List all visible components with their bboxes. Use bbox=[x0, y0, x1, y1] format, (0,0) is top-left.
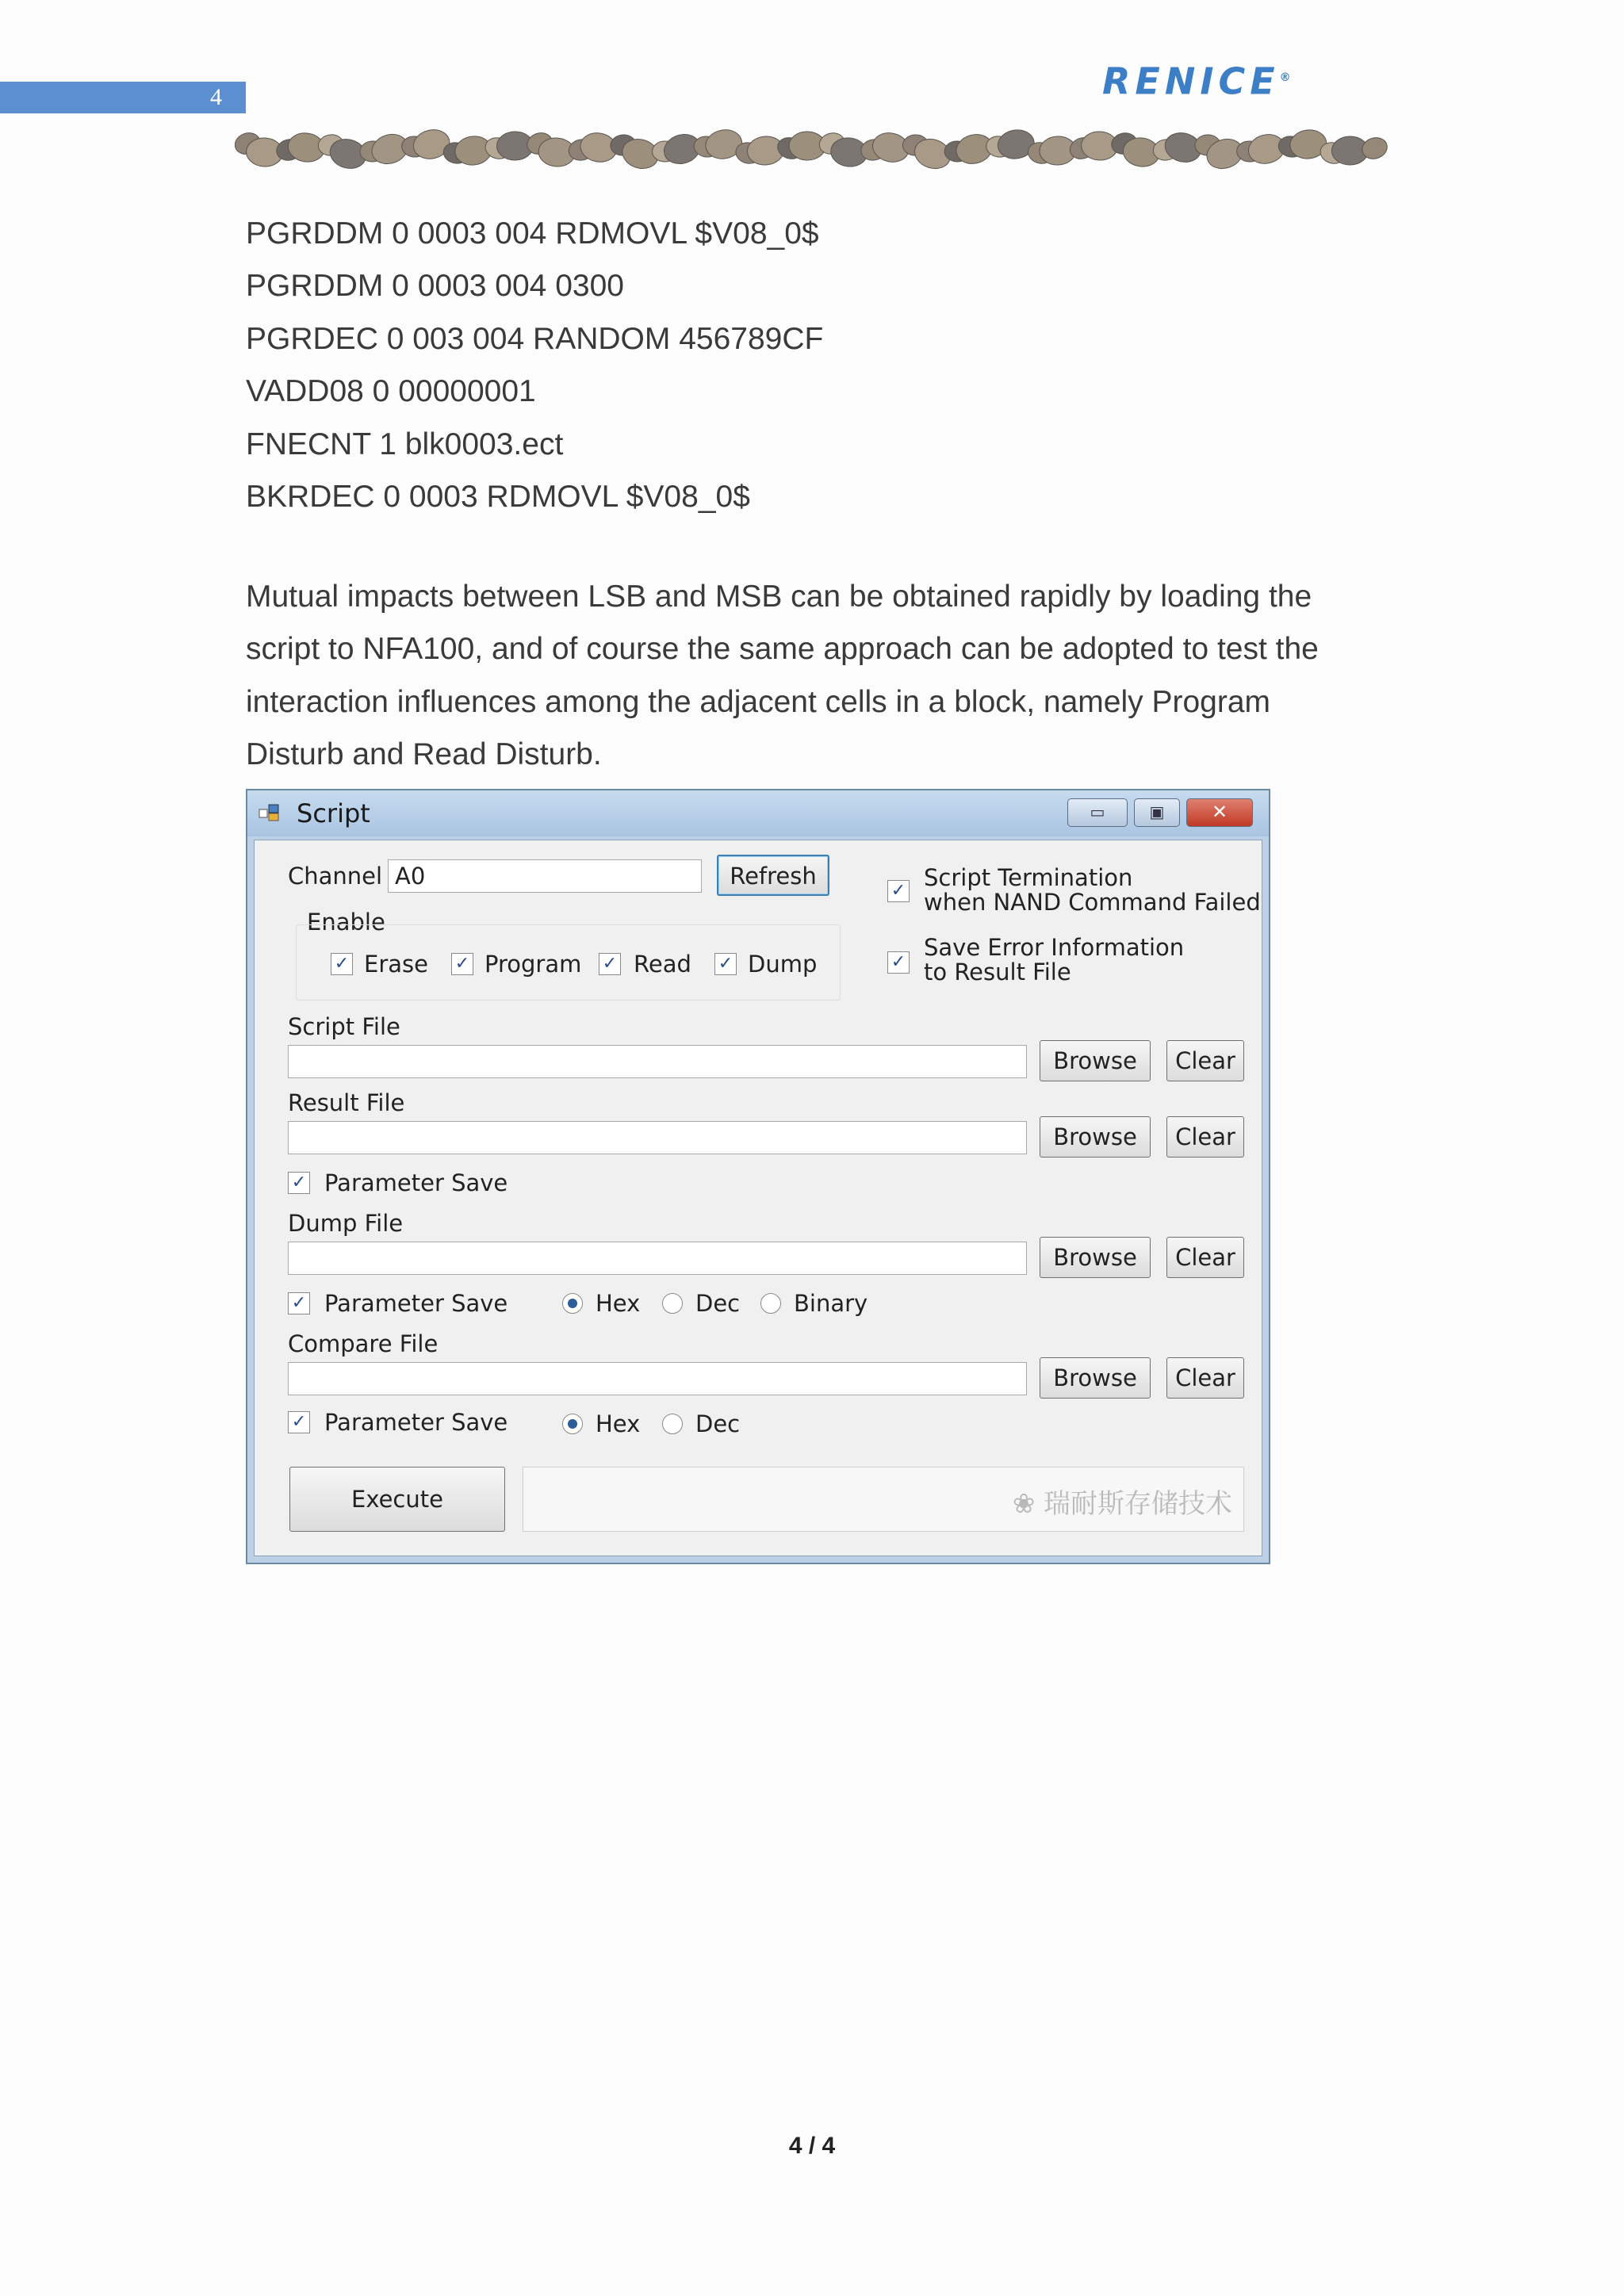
compare-dec-radio[interactable] bbox=[662, 1414, 683, 1434]
dump-parameter-save-label: Parameter Save bbox=[324, 1290, 508, 1317]
script-file-label: Script File bbox=[288, 1013, 400, 1040]
compare-hex-radio[interactable] bbox=[562, 1414, 583, 1434]
channel-label: Channel bbox=[288, 863, 383, 890]
compare-file-label: Compare File bbox=[288, 1330, 439, 1357]
result-file-label: Result File bbox=[288, 1089, 405, 1116]
dump-binary-radio[interactable] bbox=[760, 1293, 781, 1314]
script-termination-checkbox[interactable]: ✓ bbox=[887, 880, 910, 902]
save-error-checkbox[interactable]: ✓ bbox=[887, 951, 910, 974]
script-file-clear-button[interactable]: Clear bbox=[1166, 1040, 1244, 1081]
code-line: PGRDDM 0 0003 004 RDMOVL $V08_0$ bbox=[246, 216, 819, 251]
wechat-icon: ❀ bbox=[1012, 1488, 1036, 1520]
program-checkbox[interactable]: ✓ bbox=[451, 953, 473, 975]
script-termination-line2: when NAND Command Failed bbox=[924, 889, 1261, 916]
code-line: VADD08 0 00000001 bbox=[246, 374, 536, 409]
code-line: PGRDEC 0 003 004 RANDOM 456789CF bbox=[246, 321, 824, 356]
save-error-line2: to Result File bbox=[924, 959, 1071, 985]
dump-hex-label: Hex bbox=[596, 1290, 641, 1317]
compare-file-browse-button[interactable]: Browse bbox=[1040, 1357, 1151, 1399]
compare-parameter-save-checkbox[interactable]: ✓ bbox=[288, 1411, 310, 1433]
program-label: Program bbox=[485, 951, 582, 978]
body-paragraph bbox=[246, 571, 1411, 782]
dump-file-label: Dump File bbox=[288, 1210, 404, 1237]
read-checkbox[interactable]: ✓ bbox=[599, 953, 621, 975]
page-footer: 4 / 4 bbox=[788, 2133, 836, 2159]
read-label: Read bbox=[634, 951, 691, 978]
status-output-box bbox=[523, 1467, 1244, 1532]
script-file-browse-button[interactable]: Browse bbox=[1040, 1040, 1151, 1081]
minimize-button[interactable] bbox=[1067, 798, 1128, 827]
erase-checkbox[interactable]: ✓ bbox=[331, 953, 353, 975]
close-button[interactable] bbox=[1186, 798, 1253, 827]
compare-file-clear-button[interactable]: Clear bbox=[1166, 1357, 1244, 1399]
dump-dec-radio[interactable] bbox=[662, 1293, 683, 1314]
pebble-border-decoration bbox=[235, 119, 1392, 182]
dump-file-browse-button[interactable]: Browse bbox=[1040, 1237, 1151, 1278]
script-code-block bbox=[246, 208, 823, 523]
paragraph-line: interaction influences among the adjacent cells in a block, namely Program bbox=[246, 684, 1271, 719]
maximize-button[interactable] bbox=[1134, 798, 1180, 827]
result-file-browse-button[interactable]: Browse bbox=[1040, 1116, 1151, 1158]
paragraph-line: Disturb and Read Disturb. bbox=[246, 737, 602, 772]
execute-button[interactable]: Execute bbox=[289, 1467, 505, 1532]
dump-file-clear-button[interactable]: Clear bbox=[1166, 1237, 1244, 1278]
page-number-tab: 4 bbox=[0, 82, 246, 113]
enable-label: Enable bbox=[307, 909, 385, 936]
paragraph-line: script to NFA100, and of course the same approach can be adopted to test the bbox=[246, 632, 1319, 667]
dialog-client-area bbox=[254, 840, 1262, 1556]
dump-file-input[interactable] bbox=[288, 1242, 1027, 1275]
wechat-watermark: ❀ 瑞耐斯存储技术 bbox=[1012, 1488, 1232, 1520]
paragraph-line: Mutual impacts between LSB and MSB can be obtained rapidly by loading the bbox=[246, 580, 1312, 614]
renice-logo: RENICE® bbox=[1102, 59, 1291, 103]
minimize-icon: ▭ bbox=[1090, 802, 1105, 821]
script-dialog bbox=[246, 789, 1270, 1564]
script-file-input[interactable] bbox=[288, 1045, 1027, 1078]
script-termination-label bbox=[924, 866, 1261, 915]
channel-input[interactable]: A0 bbox=[388, 859, 702, 893]
code-line: BKRDEC 0 0003 RDMOVL $V08_0$ bbox=[246, 480, 750, 515]
save-error-line1: Save Error Information bbox=[924, 934, 1185, 961]
dump-hex-radio[interactable] bbox=[562, 1293, 583, 1314]
dump-binary-label: Binary bbox=[794, 1290, 868, 1317]
dump-dec-label: Dec bbox=[695, 1290, 741, 1317]
dialog-title: Script bbox=[297, 798, 370, 828]
code-line: FNECNT 1 blk0003.ect bbox=[246, 427, 564, 461]
dump-parameter-save-checkbox[interactable]: ✓ bbox=[288, 1292, 310, 1314]
compare-dec-label: Dec bbox=[695, 1410, 741, 1437]
result-parameter-save-label: Parameter Save bbox=[324, 1169, 508, 1196]
code-line: PGRDDM 0 0003 004 0300 bbox=[246, 269, 624, 304]
compare-hex-label: Hex bbox=[596, 1410, 641, 1437]
result-file-clear-button[interactable]: Clear bbox=[1166, 1116, 1244, 1158]
refresh-button[interactable]: Refresh bbox=[717, 855, 829, 896]
compare-file-input[interactable] bbox=[288, 1362, 1027, 1395]
result-file-input[interactable] bbox=[288, 1121, 1027, 1154]
erase-label: Erase bbox=[364, 951, 428, 978]
app-icon bbox=[259, 803, 279, 822]
script-termination-line1: Script Termination bbox=[924, 864, 1133, 891]
dialog-titlebar[interactable] bbox=[247, 790, 1269, 836]
dump-checkbox[interactable]: ✓ bbox=[714, 953, 737, 975]
close-icon: ✕ bbox=[1211, 801, 1228, 823]
dump-label: Dump bbox=[748, 951, 818, 978]
maximize-icon: ▣ bbox=[1149, 802, 1165, 821]
result-parameter-save-checkbox[interactable]: ✓ bbox=[288, 1172, 310, 1194]
save-error-label bbox=[924, 936, 1184, 985]
compare-parameter-save-label: Parameter Save bbox=[324, 1409, 508, 1436]
